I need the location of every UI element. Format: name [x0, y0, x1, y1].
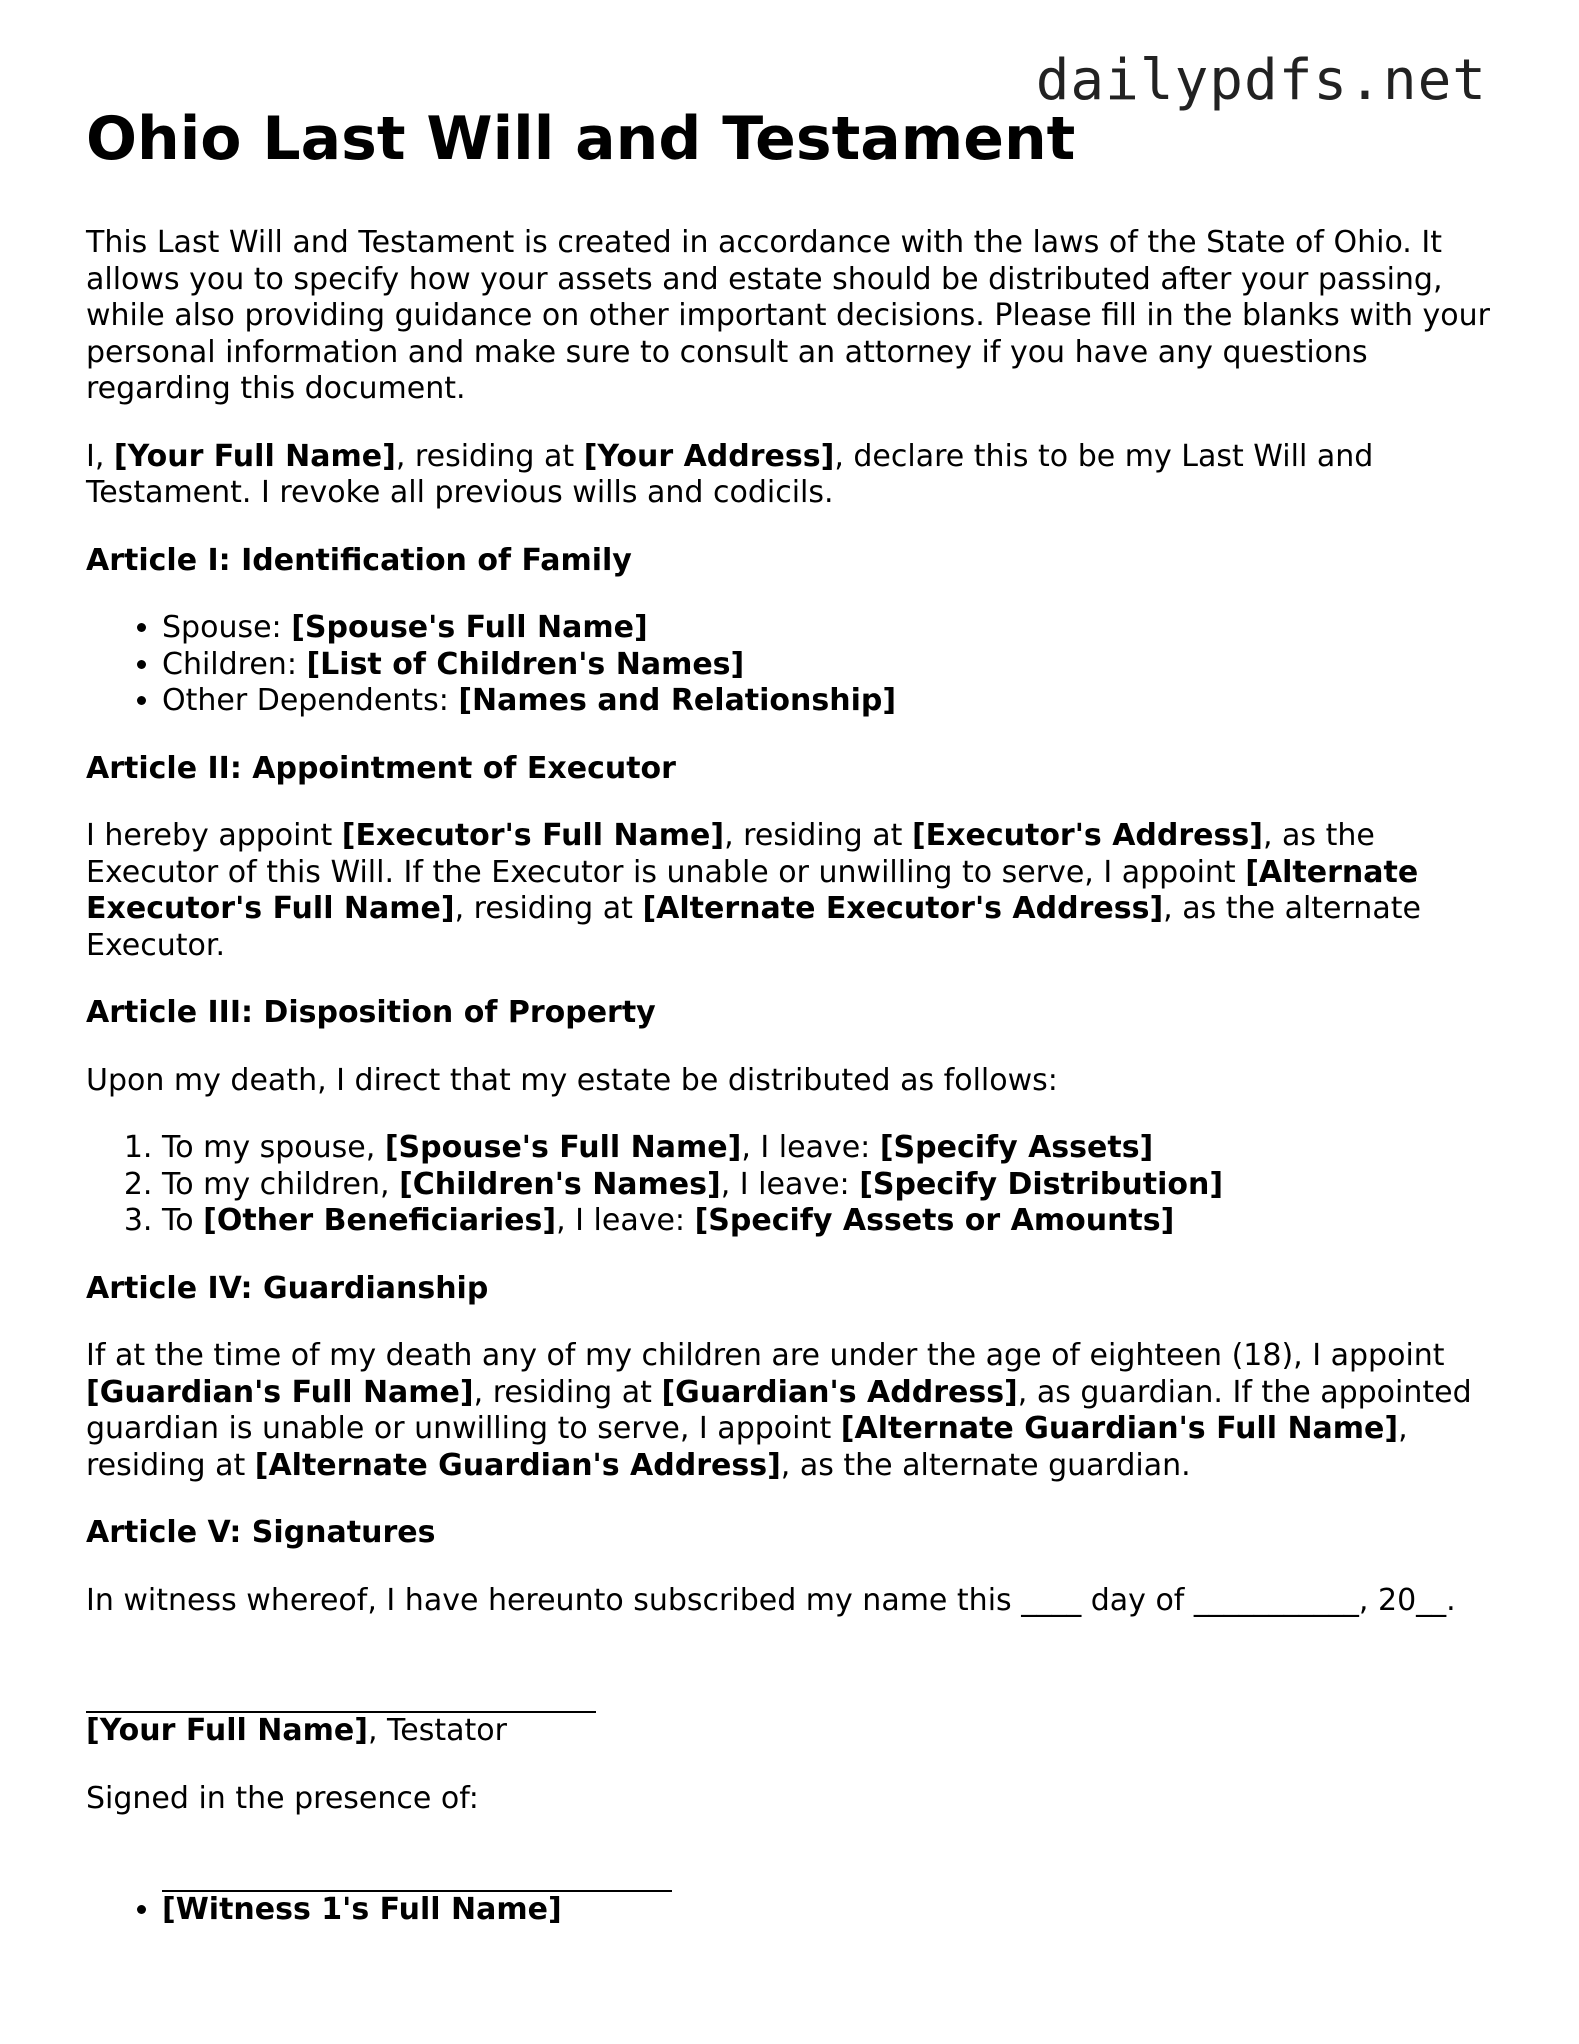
alt-executor-address-placeholder: [Alternate Executor's Address] [642, 891, 1164, 926]
executor-paragraph [86, 818, 1496, 964]
executor-address-placeholder: [Executor's Address] [911, 818, 1263, 853]
distribution-lead: Upon my death, I direct that my estate be distributed as follows: [86, 1062, 1058, 1098]
testator-signature-line[interactable] [86, 1675, 596, 1713]
declaration-text: , residing at [395, 438, 584, 474]
declaration-text: , declare this to be my Last Will and Testament. I revoke all previous wills and codicils. [86, 438, 1374, 510]
distribution-list [86, 1130, 1496, 1240]
article-3-heading: Article III: Disposition of Property [86, 995, 656, 1030]
family-item-children [162, 647, 1496, 684]
paragraph-text: I hereby appoint [86, 818, 342, 853]
testator-name-placeholder: [Your Full Name] [86, 1713, 368, 1748]
list-label: Spouse: [162, 610, 292, 645]
witness-name-placeholder: [Witness 1's Full Name] [162, 1892, 562, 1927]
distribution-item [162, 1203, 1496, 1240]
list-label: Children: [162, 646, 307, 682]
guardian-name-placeholder: [Guardian's Full Name] [86, 1374, 474, 1410]
paragraph-text: If at the time of my death any of my children are under the age of eighteen (18), I appoint [86, 1338, 1445, 1373]
family-item-spouse [162, 610, 1496, 647]
testator-name-placeholder: [Your Full Name] [113, 438, 396, 474]
article-5-heading: Article V: Signatures [86, 1515, 436, 1550]
beneficiary-placeholder: [Other Beneficiaries] [203, 1203, 557, 1238]
guardian-address-placeholder: [Guardian's Address] [661, 1374, 1018, 1410]
distribution-item [162, 1130, 1496, 1167]
children-placeholder: [List of Children's Names] [306, 646, 745, 682]
witness-item [162, 1848, 1496, 1929]
assets-placeholder: [Specify Distribution] [859, 1166, 1224, 1202]
paragraph-text: , as the alternate guardian. [780, 1447, 1191, 1483]
executor-name-placeholder: [Executor's Full Name] [341, 818, 725, 853]
dependents-placeholder: [Names and Relationship] [458, 683, 897, 718]
list-text: , I leave: [741, 1130, 880, 1165]
testator-role: , Testator [367, 1713, 507, 1748]
paragraph-text: , as guardian. If the appointed guardian is unable or unwilling to serve, I appoint [86, 1374, 1472, 1446]
paragraph-text: , as the Executor of this Will. If the Executor is unable or unwilling to serve, I appoint [86, 818, 1375, 890]
article-1-heading: Article I: Identification of Family [86, 542, 632, 578]
paragraph-text: , residing at [454, 891, 643, 926]
list-text: , I leave: [720, 1166, 860, 1202]
alt-executor-name-placeholder: [Alternate Executor's Full Name] [86, 854, 1419, 926]
list-text: , I leave: [556, 1203, 695, 1238]
paragraph-text: , residing at [473, 1374, 662, 1410]
paragraph-text: , as the alternate Executor. [86, 891, 1421, 963]
document-title: Ohio Last Will and Testament [86, 104, 1076, 174]
alt-guardian-address-placeholder: [Alternate Guardian's Address] [254, 1447, 781, 1483]
declaration-paragraph [86, 439, 1496, 512]
family-item-dependents [162, 683, 1496, 720]
beneficiary-placeholder: [Children's Names] [399, 1166, 721, 1202]
witness-signature-line[interactable] [162, 1848, 672, 1892]
assets-placeholder: [Specify Assets or Amounts] [694, 1203, 1175, 1238]
article-4-heading: Article IV: Guardianship [86, 1270, 489, 1306]
testator-address-placeholder: [Your Address] [583, 438, 835, 474]
assets-placeholder: [Specify Assets] [879, 1130, 1154, 1165]
list-text: To my spouse, [162, 1130, 385, 1165]
distribution-item [162, 1167, 1496, 1204]
article-2-heading: Article II: Appointment of Executor [86, 750, 676, 786]
list-label: Other Dependents: [162, 683, 459, 718]
alt-guardian-name-placeholder: [Alternate Guardian's Full Name] [840, 1411, 1399, 1446]
spouse-placeholder: [Spouse's Full Name] [291, 610, 648, 645]
paragraph-text: , residing at [86, 1411, 1408, 1483]
paragraph-text: , residing at [724, 818, 912, 853]
beneficiary-placeholder: [Spouse's Full Name] [384, 1130, 742, 1165]
intro-paragraph: This Last Will and Testament is created in accordance with the laws of the State of Ohio. It allows you to specify how your assets and estate should be distributed after your passing, while also providing guidance on other important decisions. Please fill in the blanks with your personal information and make sure to consult an attorney if you have any questions regarding this document. [86, 225, 1490, 406]
list-text: To my children, [162, 1166, 400, 1202]
guardianship-paragraph [86, 1338, 1496, 1484]
list-text: To [162, 1203, 204, 1238]
presence-text: Signed in the presence of: [86, 1780, 479, 1816]
declaration-text: I, [86, 438, 114, 474]
witness-list [86, 1848, 1496, 1929]
document-page [86, 104, 1496, 1960]
family-list [86, 610, 1496, 720]
watermark: dailypdfs.net [1035, 48, 1487, 113]
witness-whereof-paragraph: In witness whereof, I have hereunto subscribed my name this ____ day of ___________, 20__. [86, 1582, 1456, 1618]
testator-signature-block [86, 1675, 1496, 1750]
testator-caption [86, 1713, 1496, 1750]
